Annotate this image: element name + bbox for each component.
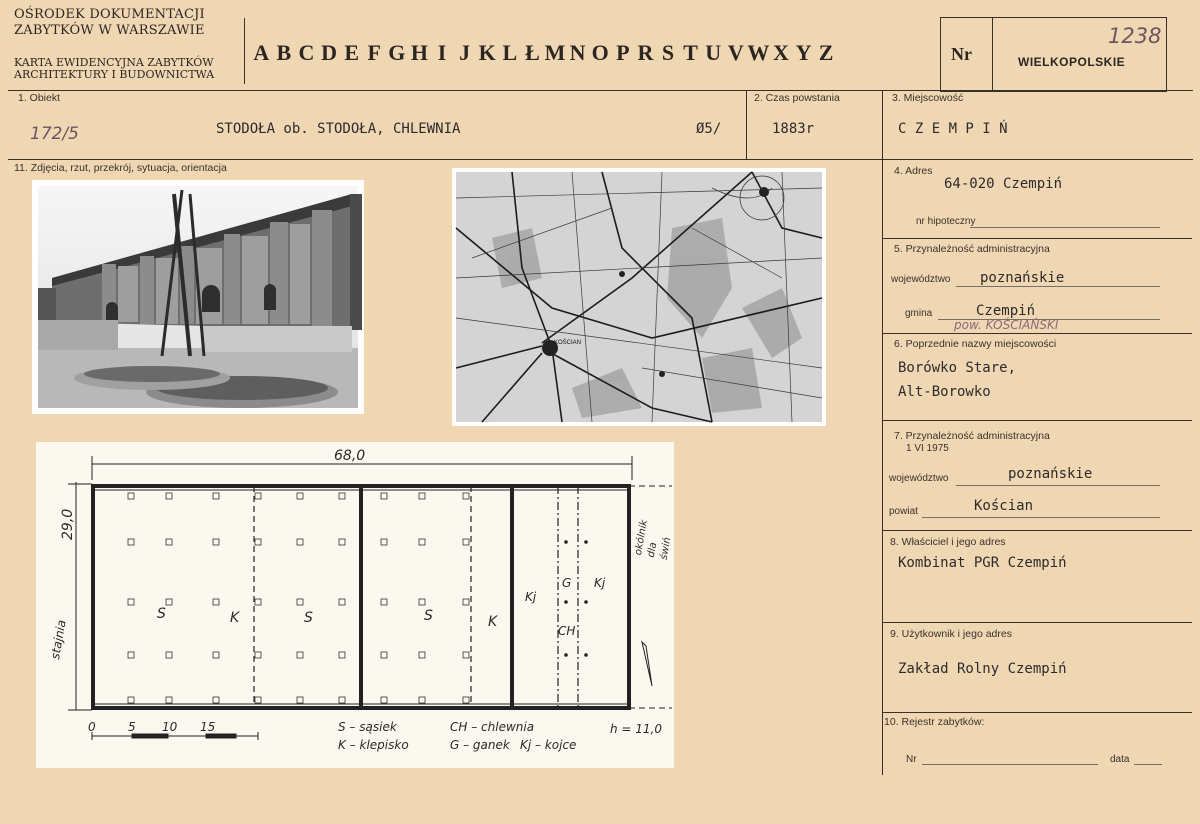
obiekt-hand-ref: 172/5 [30, 124, 79, 144]
plan-column-mark [339, 697, 345, 703]
plan-column-mark [463, 652, 469, 658]
miejscowosc-label: 3. Miejscowość [892, 92, 964, 104]
right-line-e [882, 622, 1192, 623]
plan-kj2: Kj [594, 576, 606, 590]
index-letter: L [502, 40, 518, 65]
legend-k: K – klepisko [338, 738, 409, 752]
plan-column-mark [166, 539, 172, 545]
index-letter: T [683, 40, 698, 65]
plan-column-mark [128, 652, 134, 658]
woj1975-line [956, 485, 1160, 486]
obiekt-value: STODOŁA ob. STODOŁA, CHLEWNIA [216, 121, 461, 137]
header-divider [244, 18, 245, 84]
index-letter: X [773, 40, 789, 65]
plan-column-mark [213, 599, 219, 605]
plan-column-mark [419, 599, 425, 605]
plan-column-mark [339, 599, 345, 605]
rejestr-nr-label: Nr [906, 754, 917, 765]
woj-line [956, 286, 1160, 287]
woj-label: województwo [891, 274, 951, 285]
index-letter: C [298, 40, 315, 65]
poprzednie-line2: Alt-Borowko [898, 384, 991, 400]
index-letter: H [410, 40, 429, 65]
plan-room-s1: S [157, 606, 166, 622]
plan-column-mark [297, 599, 303, 605]
rejestr-nr-line [922, 764, 1098, 765]
right-line-b [882, 333, 1192, 334]
plan-column-mark [419, 652, 425, 658]
scale-5: 5 [128, 720, 136, 734]
wlasciciel-label: 8. Właściciel i jego adres [890, 536, 1006, 548]
plan-okolnik: okólnik dla świń [632, 518, 674, 561]
scale-15: 15 [200, 720, 216, 734]
plan-room-k1: K [230, 610, 240, 626]
org-line1: OŚRODEK DOKUMENTACJI [14, 7, 205, 22]
plan-column-mark [128, 493, 134, 499]
czas-label: 2. Czas powstania [754, 92, 840, 104]
index-letter: K [478, 40, 496, 65]
plan-stajnia: stajnia [48, 618, 69, 661]
plan-column-mark [166, 599, 172, 605]
col-line-czas [746, 90, 747, 159]
plan-column-mark [381, 599, 387, 605]
woj1975-label: województwo [889, 473, 949, 484]
plan-column-mark [166, 652, 172, 658]
plan-ch: CH [558, 624, 576, 638]
row-line-2 [8, 159, 1193, 160]
rejestr-data-line [1134, 764, 1162, 765]
przyn1975-label: 7. Przynależność administracyjna [894, 430, 1050, 442]
nr-label: Nr [951, 44, 972, 64]
index-letter: J [459, 40, 471, 65]
right-line-d [882, 530, 1192, 531]
legend-s: S – sąsiek [338, 720, 397, 734]
plan-column-mark [339, 493, 345, 499]
plan-kj1: Kj [525, 590, 537, 604]
hipoteczny-label: nr hipoteczny [916, 216, 976, 227]
scale-10: 10 [162, 720, 178, 734]
rejestr-data-label: data [1110, 754, 1130, 765]
adres-label: 4. Adres [894, 165, 933, 177]
plan-dim-width: 29,0 [60, 508, 76, 540]
right-line-c [882, 420, 1192, 421]
right-line-f [882, 712, 1192, 713]
plan-column-mark [255, 652, 261, 658]
plan-column-mark [128, 599, 134, 605]
col-line-right [882, 90, 883, 775]
plan-column-mark [213, 493, 219, 499]
index-letter: S [661, 40, 675, 65]
plan-column-mark [213, 652, 219, 658]
plan-column-mark [213, 697, 219, 703]
powiat-value: Kościan [974, 498, 1034, 514]
index-letter: O [591, 40, 609, 65]
index-letter: G [388, 40, 406, 65]
card-line2: ARCHITEKTURY I BUDOWNICTWA [14, 68, 215, 81]
legend-g: G – ganek [450, 738, 510, 752]
plan-column-mark [166, 493, 172, 499]
plan-column-mark [297, 652, 303, 658]
index-letter: E [344, 40, 360, 65]
plan-column-mark [339, 652, 345, 658]
nr-box-divider [992, 18, 993, 90]
plan-dim-length: 68,0 [334, 448, 366, 464]
plan-column-mark [255, 599, 261, 605]
plan-room-s2: S [304, 610, 313, 626]
plan-column-mark [255, 697, 261, 703]
map-town-label: KOŚCIAN [554, 340, 582, 346]
row-line-1 [8, 90, 1193, 91]
uzytkownik-label: 9. Użytkownik i jego adres [890, 628, 1012, 640]
plan-column-mark [255, 493, 261, 499]
poprzednie-label: 6. Poprzednie nazwy miejscowości [894, 338, 1057, 350]
plan-column-mark [297, 697, 303, 703]
przynaleznosc-label: 5. Przynależność administracyjna [894, 243, 1050, 255]
floor-plan [36, 442, 674, 768]
powiat-label: powiat [889, 506, 918, 517]
plan-column-mark [419, 697, 425, 703]
org-line2: ZABYTKÓW W WARSZAWIE [14, 23, 205, 38]
index-letter: F [367, 40, 381, 65]
gmina-value: Czempiń [976, 303, 1036, 319]
index-letter: Y [795, 40, 812, 65]
plan-column-mark [166, 697, 172, 703]
plan-column-mark [381, 697, 387, 703]
rejestr-label: 10. Rejestr zabytków: [884, 716, 985, 728]
plan-column-mark [128, 539, 134, 545]
czas-value: 1883r [772, 121, 815, 137]
index-letter: N [569, 40, 586, 65]
region-label: WIELKOPOLSKIE [1018, 55, 1126, 69]
plan-column-mark [463, 697, 469, 703]
plan-column-mark [128, 697, 134, 703]
plan-column-mark [255, 539, 261, 545]
index-letter: Ł [525, 40, 540, 65]
right-line-a [882, 238, 1192, 239]
hipoteczny-line [970, 227, 1160, 228]
plan-column-mark [339, 539, 345, 545]
index-letter: P [616, 40, 630, 65]
plan-column-mark [463, 493, 469, 499]
poprzednie-line1: Borówko Stare, [898, 360, 1017, 376]
wlasciciel-value: Kombinat PGR Czempiń [898, 555, 1067, 571]
card-line1: KARTA EWIDENCYJNA ZABYTKÓW [14, 56, 214, 69]
adres-value: 64-020 Czempiń [944, 176, 1063, 192]
index-letter: D [321, 40, 338, 65]
plan-column-mark [381, 652, 387, 658]
plan-column-mark [297, 493, 303, 499]
zdjecia-label: 11. Zdjęcia, rzut, przekrój, sytuacja, orientacja [14, 162, 227, 174]
plan-room-k2: K [488, 614, 498, 630]
powiat-line [922, 517, 1160, 518]
uzytkownik-value: Zakład Rolny Czempiń [898, 661, 1067, 677]
plan-column-mark [463, 599, 469, 605]
plan-column-mark [213, 539, 219, 545]
miejscowosc-value: C Z E M P I Ń [898, 121, 1008, 137]
plan-g: G [562, 576, 572, 590]
gmina-label: gmina [905, 308, 933, 319]
legend-ch: CH – chlewnia [450, 720, 535, 734]
plan-column-mark [381, 539, 387, 545]
index-letters [250, 40, 837, 66]
plan-column-mark [463, 539, 469, 545]
hand-number: 1238 [1108, 24, 1162, 48]
plan-column-mark [419, 539, 425, 545]
index-letter: A [253, 40, 270, 65]
obiekt-label: 1. Obiekt [18, 92, 61, 104]
barn-photo [32, 180, 364, 414]
index-letter: U [705, 40, 722, 65]
plan-column-mark [381, 493, 387, 499]
index-letter: I [437, 40, 447, 65]
plan-height: h = 11,0 [610, 722, 663, 736]
index-letter: B [276, 40, 292, 65]
obiekt-code: Ø5/ [696, 121, 722, 137]
legend-kj: Kj – kojce [520, 738, 577, 752]
index-letter: W [747, 40, 770, 65]
location-map [452, 168, 826, 426]
woj-value: poznańskie [980, 270, 1065, 286]
woj1975-value: poznańskie [1008, 466, 1093, 482]
przyn1975-date: 1 VI 1975 [906, 443, 949, 454]
index-letter: V [727, 40, 744, 65]
plan-column-mark [419, 493, 425, 499]
index-letter: M [544, 40, 566, 65]
plan-room-s3: S [424, 608, 433, 624]
scale-0: 0 [88, 720, 96, 734]
plan-column-mark [297, 539, 303, 545]
index-letter: R [637, 40, 654, 65]
pow-note: pow. KOŚCIAŃSKI [954, 318, 1059, 332]
index-letter: Z [818, 40, 834, 65]
